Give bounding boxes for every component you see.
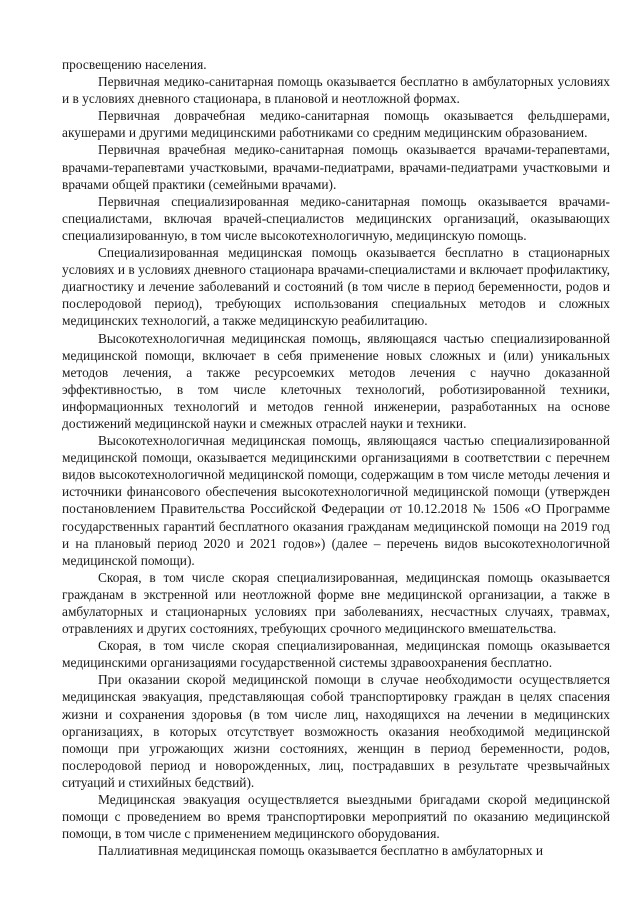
paragraph: Медицинская эвакуация осуществляется выездными бригадами скорой медицинской помощи с проведением во время транспортировки мероприятий по оказанию медицинской помощи, в том числе с применением медицинского оборудования. [62, 792, 610, 842]
paragraph: Высокотехнологичная медицинская помощь, являющаяся частью специализированной медицинской помощи, включает в себя применение новых сложных и (или) уникальных методов лечения, а также ресурсоемких методов лечения с научно доказанной эффективностью, в том числе клеточных технологий, роботизированной техники, информационных технологий и методов генной инженерии, разработанных на основе достижений медицинской науки и смежных отраслей науки и техники. [62, 330, 610, 431]
paragraph: Высокотехнологичная медицинская помощь, являющаяся частью специализированной медицинской помощи, оказывается медицинскими организациями в соответствии с перечнем видов высокотехнологичной медицинской помощи, содержащим в том числе методы лечения и источники финансового обеспечения высокотехнологичной медицинской помощи (утвержден постановлением Правительства Российской Федерации от 10.12.2018 № 1506 «О Программе государственных гарантий бесплатного оказания гражданам медицинской помощи на 2019 год и на плановый период 2020 и 2021 годов») (далее – перечень видов высокотехнологичной медицинской помощи). [62, 433, 610, 568]
paragraph: Первичная специализированная медико-санитарная помощь оказывается врачами-специалистами, включая врачей-специалистов медицинских организаций, оказывающих специализированную, в том числе высокотехнологичную, медицинскую помощь. [62, 193, 610, 243]
paragraph: просвещению населения. [62, 57, 207, 72]
paragraph: Скорая, в том числе скорая специализированная, медицинская помощь оказывается гражданам в экстренной или неотложной форме вне медицинской организации, а также в амбулаторных и стационарных условиях при заболеваниях, несчастных случаях, травмах, отравлениях и других состояниях, требующих срочного медицинского вмешательства. [62, 569, 610, 637]
paragraph: Специализированная медицинская помощь оказывается бесплатно в стационарных условиях и в условиях дневного стационара врачами-специалистами и включает профилактику, диагностику и лечение заболеваний и состояний (в том числе в период беременности, родов и послеродовой период), требующих использования специальных методов и сложных медицинских технологий, а также медицинскую реабилитацию. [62, 245, 610, 329]
paragraph: При оказании скорой медицинской помощи в случае необходимости осуществляется медицинская эвакуация, представляющая собой транспортировку граждан в целях спасения жизни и сохранения здоровья (в том числе лиц, находящихся на лечении в медицинских организациях, в которых отсутствует возможность оказания необходимой медицинской помощи при угрожающих жизни состояниях, женщин в период беременности, родов, послеродовой период и новорожденных, лиц, пострадавших в результате чрезвычайных ситуаций и стихийных бедствий). [62, 672, 610, 790]
paragraph: Первичная медико-санитарная помощь оказывается бесплатно в амбулаторных условиях и в условиях дневного стационара, в плановой и неотложной формах. [62, 74, 610, 107]
paragraph: Первичная доврачебная медико-санитарная помощь оказывается фельдшерами, акушерами и другими медицинскими работниками со средним медицинским образованием. [62, 108, 610, 141]
paragraph: Первичная врачебная медико-санитарная помощь оказывается врачами-терапевтами, врачами-терапевтами участковыми, врачами-педиатрами, врачами-педиатрами участковыми и врачами общей практики (семейными врачами). [62, 142, 610, 192]
paragraph: Паллиативная медицинская помощь оказывается бесплатно в амбулаторных и [98, 843, 544, 859]
document-page [62, 56, 610, 859]
paragraph: Скорая, в том числе скорая специализированная, медицинская помощь оказывается медицинскими организациями государственной системы здравоохранения бесплатно. [62, 638, 610, 671]
